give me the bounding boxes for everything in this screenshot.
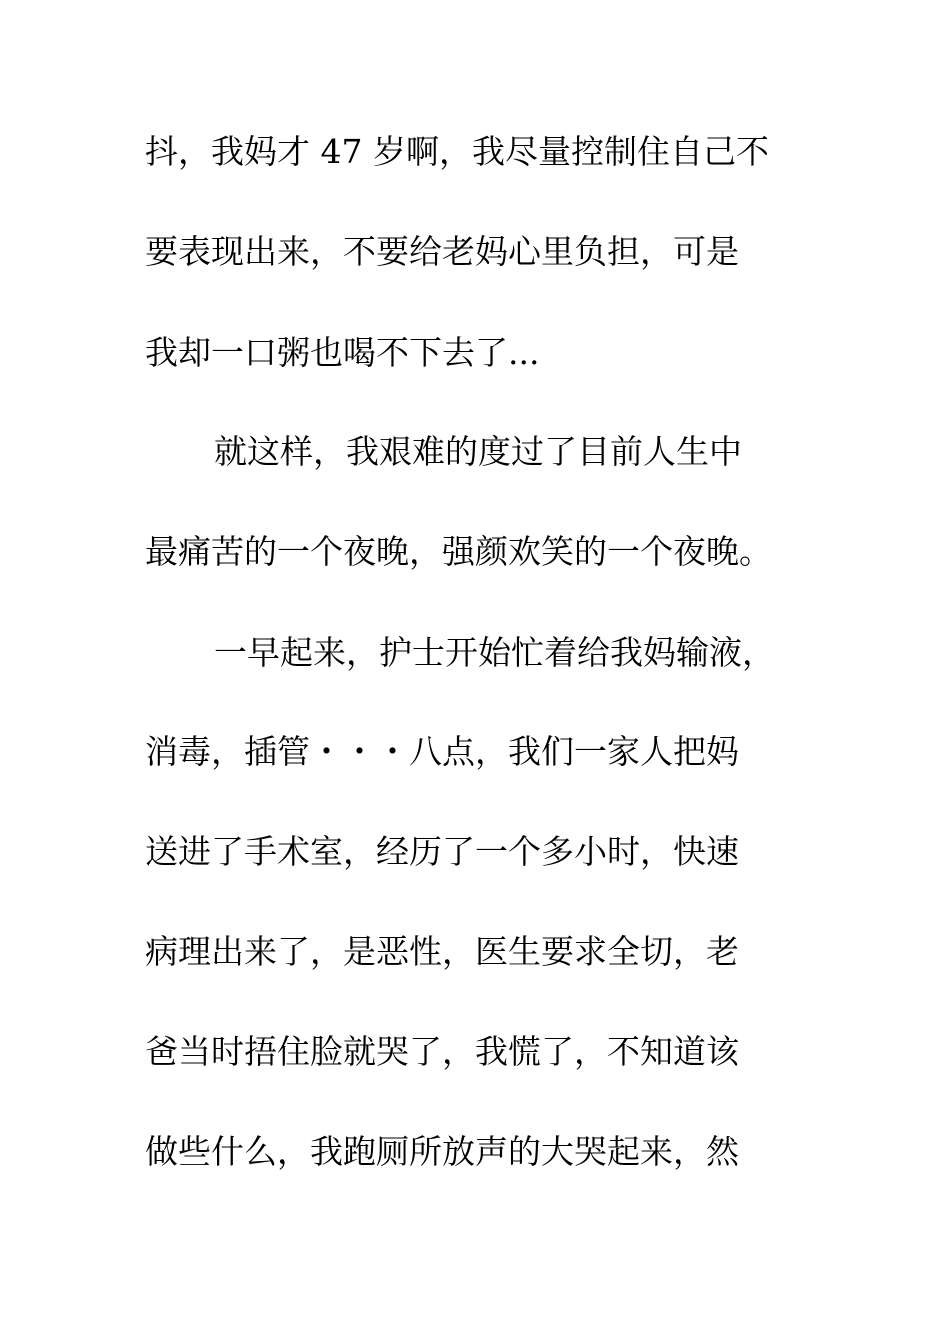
text-line: 要表现出来，不要给老妈心里负担，可是 bbox=[145, 232, 739, 271]
text-line: 消毒，插管・・・八点，我们一家人把妈 bbox=[145, 732, 739, 771]
text-line: 病理出来了，是恶性，医生要求全切，老 bbox=[145, 932, 739, 971]
paragraph-start-line: 一早起来，护士开始忙着给我妈输液， bbox=[214, 633, 775, 672]
text-line: 爸当时捂住脸就哭了，我慌了，不知道该 bbox=[145, 1032, 739, 1071]
text-line: 抖，我妈才 47 岁啊，我尽量控制住自己不 bbox=[145, 132, 769, 171]
text-line: 我却一口粥也喝不下去了... bbox=[145, 333, 540, 372]
text-line: 送进了手术室，经历了一个多小时，快速 bbox=[145, 832, 739, 871]
text-line: 最痛苦的一个夜晚，强颜欢笑的一个夜晚。 bbox=[145, 532, 772, 571]
text-line: 做些什么，我跑厕所放声的大哭起来，然 bbox=[145, 1132, 739, 1171]
paragraph-start-line: 就这样，我艰难的度过了目前人生中 bbox=[214, 432, 742, 471]
